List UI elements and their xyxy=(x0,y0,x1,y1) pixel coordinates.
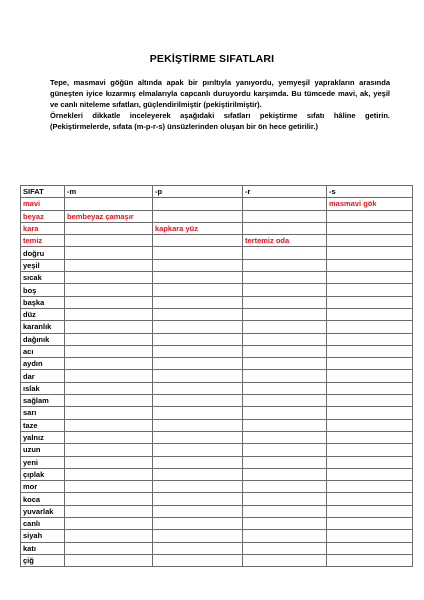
answer-blank-cell[interactable] xyxy=(153,345,243,357)
adjective-cell: yeni xyxy=(21,456,65,468)
answer-blank-cell[interactable] xyxy=(327,247,413,259)
answer-blank-cell[interactable] xyxy=(153,444,243,456)
table-row xyxy=(21,431,413,443)
table-row xyxy=(21,542,413,554)
example-row xyxy=(21,222,413,234)
intro-paragraph-1: Tepe, masmavi göğün altında apak bir pırıltıyla yanıyordu, yemyeşil yaprakların arasında güneşten iyice kızarmış elmalarıyla capcanlı duruyordu karşımda. Bu tümcede mavi, ak, yeşil ve canlı niteleme sıfatları, güçlendirilmiştir (pekiştirilmiştir). xyxy=(50,78,390,109)
example-answer-cell xyxy=(153,235,243,247)
answer-blank-cell[interactable] xyxy=(153,431,243,443)
answer-blank-cell[interactable] xyxy=(153,321,243,333)
answer-blank-cell[interactable] xyxy=(327,272,413,284)
table-row xyxy=(21,493,413,505)
answer-blank-cell[interactable] xyxy=(327,407,413,419)
answer-blank-cell[interactable] xyxy=(65,272,153,284)
answer-blank-cell[interactable] xyxy=(327,333,413,345)
table-header-row xyxy=(21,186,413,198)
adjective-cell: doğru xyxy=(21,247,65,259)
answer-blank-cell[interactable] xyxy=(65,247,153,259)
answer-blank-cell[interactable] xyxy=(153,370,243,382)
table-row xyxy=(21,382,413,394)
answer-blank-cell[interactable] xyxy=(65,308,153,320)
adjective-table xyxy=(20,185,413,567)
answer-blank-cell[interactable] xyxy=(153,296,243,308)
answer-blank-cell[interactable] xyxy=(65,542,153,554)
intro-text xyxy=(50,77,390,132)
answer-blank-cell[interactable] xyxy=(153,407,243,419)
answer-blank-cell[interactable] xyxy=(327,259,413,271)
answer-blank-cell[interactable] xyxy=(243,456,327,468)
adjective-cell: karanlık xyxy=(21,321,65,333)
example-answer-cell xyxy=(65,235,153,247)
answer-blank-cell[interactable] xyxy=(327,296,413,308)
answer-blank-cell[interactable] xyxy=(65,518,153,530)
example-answer-cell xyxy=(243,210,327,222)
answer-blank-cell[interactable] xyxy=(153,468,243,480)
answer-blank-cell[interactable] xyxy=(243,370,327,382)
answer-blank-cell[interactable] xyxy=(327,395,413,407)
answer-blank-cell[interactable] xyxy=(327,542,413,554)
answer-blank-cell[interactable] xyxy=(243,431,327,443)
answer-blank-cell[interactable] xyxy=(153,308,243,320)
answer-blank-cell[interactable] xyxy=(243,481,327,493)
answer-blank-cell[interactable] xyxy=(243,272,327,284)
example-row xyxy=(21,198,413,210)
answer-blank-cell[interactable] xyxy=(243,247,327,259)
answer-blank-cell[interactable] xyxy=(153,493,243,505)
answer-blank-cell[interactable] xyxy=(243,308,327,320)
answer-blank-cell[interactable] xyxy=(65,333,153,345)
table-row xyxy=(21,407,413,419)
answer-blank-cell[interactable] xyxy=(243,259,327,271)
answer-blank-cell[interactable] xyxy=(153,554,243,566)
table-row xyxy=(21,505,413,517)
example-row xyxy=(21,210,413,222)
answer-blank-cell[interactable] xyxy=(153,358,243,370)
table-row xyxy=(21,518,413,530)
adjective-cell: sarı xyxy=(21,407,65,419)
table-row xyxy=(21,481,413,493)
answer-blank-cell[interactable] xyxy=(243,284,327,296)
table-row xyxy=(21,272,413,284)
example-answer-cell xyxy=(243,222,327,234)
adjective-cell: çiğ xyxy=(21,554,65,566)
answer-blank-cell[interactable] xyxy=(153,505,243,517)
page-title: PEKİŞTİRME SIFATLARI xyxy=(149,53,275,65)
table-row xyxy=(21,284,413,296)
answer-blank-cell[interactable] xyxy=(243,345,327,357)
answer-blank-cell[interactable] xyxy=(65,382,153,394)
table-row xyxy=(21,333,413,345)
header-adjective: SIFAT xyxy=(21,186,65,198)
adjective-cell: düz xyxy=(21,308,65,320)
adjective-cell: yeşil xyxy=(21,259,65,271)
table-row xyxy=(21,345,413,357)
adjective-cell: aydın xyxy=(21,358,65,370)
adjective-cell: taze xyxy=(21,419,65,431)
example-adjective-cell: beyaz xyxy=(21,210,65,222)
answer-blank-cell[interactable] xyxy=(153,530,243,542)
answer-blank-cell[interactable] xyxy=(327,481,413,493)
adjective-cell: dağınık xyxy=(21,333,65,345)
table-row xyxy=(21,554,413,566)
adjective-cell: canlı xyxy=(21,518,65,530)
answer-blank-cell[interactable] xyxy=(243,530,327,542)
answer-blank-cell[interactable] xyxy=(65,554,153,566)
answer-blank-cell[interactable] xyxy=(153,419,243,431)
table-row xyxy=(21,358,413,370)
example-answer-cell xyxy=(327,235,413,247)
adjective-cell: yuvarlak xyxy=(21,505,65,517)
header-p: -p xyxy=(153,186,243,198)
answer-blank-cell[interactable] xyxy=(327,419,413,431)
answer-blank-cell[interactable] xyxy=(65,468,153,480)
example-answer-cell xyxy=(153,198,243,210)
answer-blank-cell[interactable] xyxy=(243,468,327,480)
answer-blank-cell[interactable] xyxy=(327,382,413,394)
answer-blank-cell[interactable] xyxy=(327,444,413,456)
example-adjective-cell: mavi xyxy=(21,198,65,210)
answer-blank-cell[interactable] xyxy=(153,395,243,407)
answer-blank-cell[interactable] xyxy=(153,481,243,493)
answer-blank-cell[interactable] xyxy=(65,259,153,271)
example-answer-cell xyxy=(153,210,243,222)
answer-blank-cell[interactable] xyxy=(153,542,243,554)
table-row xyxy=(21,308,413,320)
table-row xyxy=(21,247,413,259)
answer-blank-cell[interactable] xyxy=(243,296,327,308)
answer-blank-cell[interactable] xyxy=(243,358,327,370)
answer-blank-cell[interactable] xyxy=(153,284,243,296)
header-r: -r xyxy=(243,186,327,198)
adjective-cell: yalnız xyxy=(21,431,65,443)
answer-blank-cell[interactable] xyxy=(327,530,413,542)
answer-blank-cell[interactable] xyxy=(327,518,413,530)
answer-blank-cell[interactable] xyxy=(65,395,153,407)
header-s: -s xyxy=(327,186,413,198)
adjective-cell: sağlam xyxy=(21,395,65,407)
answer-blank-cell[interactable] xyxy=(243,382,327,394)
answer-blank-cell[interactable] xyxy=(65,358,153,370)
intro-paragraph-2: Örnekleri dikkatle inceleyerek aşağıdaki sıfatları pekiştirme sıfatı hâline getirin. (Pekiştirmelerde, sıfata (m-p-r-s) ünsüzlerinden oluşan bir ön hece getirilir.) xyxy=(50,111,390,131)
table-row xyxy=(21,259,413,271)
answer-blank-cell[interactable] xyxy=(65,431,153,443)
example-answer-cell: bembeyaz çamaşır xyxy=(65,210,153,222)
answer-blank-cell[interactable] xyxy=(327,345,413,357)
answer-blank-cell[interactable] xyxy=(65,284,153,296)
example-answer-cell xyxy=(327,222,413,234)
answer-blank-cell[interactable] xyxy=(65,321,153,333)
answer-blank-cell[interactable] xyxy=(65,456,153,468)
example-answer-cell xyxy=(243,198,327,210)
answer-blank-cell[interactable] xyxy=(153,333,243,345)
example-answer-cell: kapkara yüz xyxy=(153,222,243,234)
adjective-cell: çıplak xyxy=(21,468,65,480)
adjective-cell: dar xyxy=(21,370,65,382)
table-row xyxy=(21,370,413,382)
answer-blank-cell[interactable] xyxy=(243,505,327,517)
table-row xyxy=(21,456,413,468)
adjective-cell: siyah xyxy=(21,530,65,542)
example-adjective-cell: temiz xyxy=(21,235,65,247)
adjective-cell: başka xyxy=(21,296,65,308)
answer-blank-cell[interactable] xyxy=(65,407,153,419)
answer-blank-cell[interactable] xyxy=(65,370,153,382)
answer-blank-cell[interactable] xyxy=(327,456,413,468)
answer-blank-cell[interactable] xyxy=(327,370,413,382)
example-adjective-cell: kara xyxy=(21,222,65,234)
answer-blank-cell[interactable] xyxy=(153,382,243,394)
answer-blank-cell[interactable] xyxy=(153,259,243,271)
adjective-cell: uzun xyxy=(21,444,65,456)
example-answer-cell xyxy=(65,222,153,234)
answer-blank-cell[interactable] xyxy=(243,321,327,333)
adjective-cell: sıcak xyxy=(21,272,65,284)
answer-blank-cell[interactable] xyxy=(243,333,327,345)
answer-blank-cell[interactable] xyxy=(153,247,243,259)
answer-blank-cell[interactable] xyxy=(243,419,327,431)
answer-blank-cell[interactable] xyxy=(153,518,243,530)
answer-blank-cell[interactable] xyxy=(327,321,413,333)
example-answer-cell xyxy=(327,210,413,222)
adjective-cell: katı xyxy=(21,542,65,554)
answer-blank-cell[interactable] xyxy=(65,419,153,431)
answer-blank-cell[interactable] xyxy=(243,444,327,456)
adjective-cell: acı xyxy=(21,345,65,357)
header-m: -m xyxy=(65,186,153,198)
answer-blank-cell[interactable] xyxy=(65,493,153,505)
table-row xyxy=(21,444,413,456)
example-answer-cell: tertemiz oda xyxy=(243,235,327,247)
answer-blank-cell[interactable] xyxy=(65,345,153,357)
answer-blank-cell[interactable] xyxy=(243,493,327,505)
answer-blank-cell[interactable] xyxy=(327,308,413,320)
table-row xyxy=(21,419,413,431)
adjective-cell: mor xyxy=(21,481,65,493)
answer-blank-cell[interactable] xyxy=(327,358,413,370)
answer-blank-cell[interactable] xyxy=(65,530,153,542)
answer-blank-cell[interactable] xyxy=(243,554,327,566)
adjective-cell: ıslak xyxy=(21,382,65,394)
table-row xyxy=(21,530,413,542)
answer-blank-cell[interactable] xyxy=(327,431,413,443)
answer-blank-cell[interactable] xyxy=(65,481,153,493)
table-row xyxy=(21,296,413,308)
table-row xyxy=(21,395,413,407)
table-row xyxy=(21,468,413,480)
answer-blank-cell[interactable] xyxy=(65,505,153,517)
example-answer-cell xyxy=(65,198,153,210)
answer-blank-cell[interactable] xyxy=(327,554,413,566)
answer-blank-cell[interactable] xyxy=(327,284,413,296)
answer-blank-cell[interactable] xyxy=(65,296,153,308)
answer-blank-cell[interactable] xyxy=(327,505,413,517)
answer-blank-cell[interactable] xyxy=(327,468,413,480)
answer-blank-cell[interactable] xyxy=(243,395,327,407)
answer-blank-cell[interactable] xyxy=(243,407,327,419)
example-row xyxy=(21,235,413,247)
adjective-cell: boş xyxy=(21,284,65,296)
answer-blank-cell[interactable] xyxy=(153,272,243,284)
table-row xyxy=(21,321,413,333)
answer-blank-cell[interactable] xyxy=(65,444,153,456)
adjective-cell: koca xyxy=(21,493,65,505)
answer-blank-cell[interactable] xyxy=(243,518,327,530)
answer-blank-cell[interactable] xyxy=(243,542,327,554)
answer-blank-cell[interactable] xyxy=(153,456,243,468)
answer-blank-cell[interactable] xyxy=(327,493,413,505)
example-answer-cell: masmavi gök xyxy=(327,198,413,210)
